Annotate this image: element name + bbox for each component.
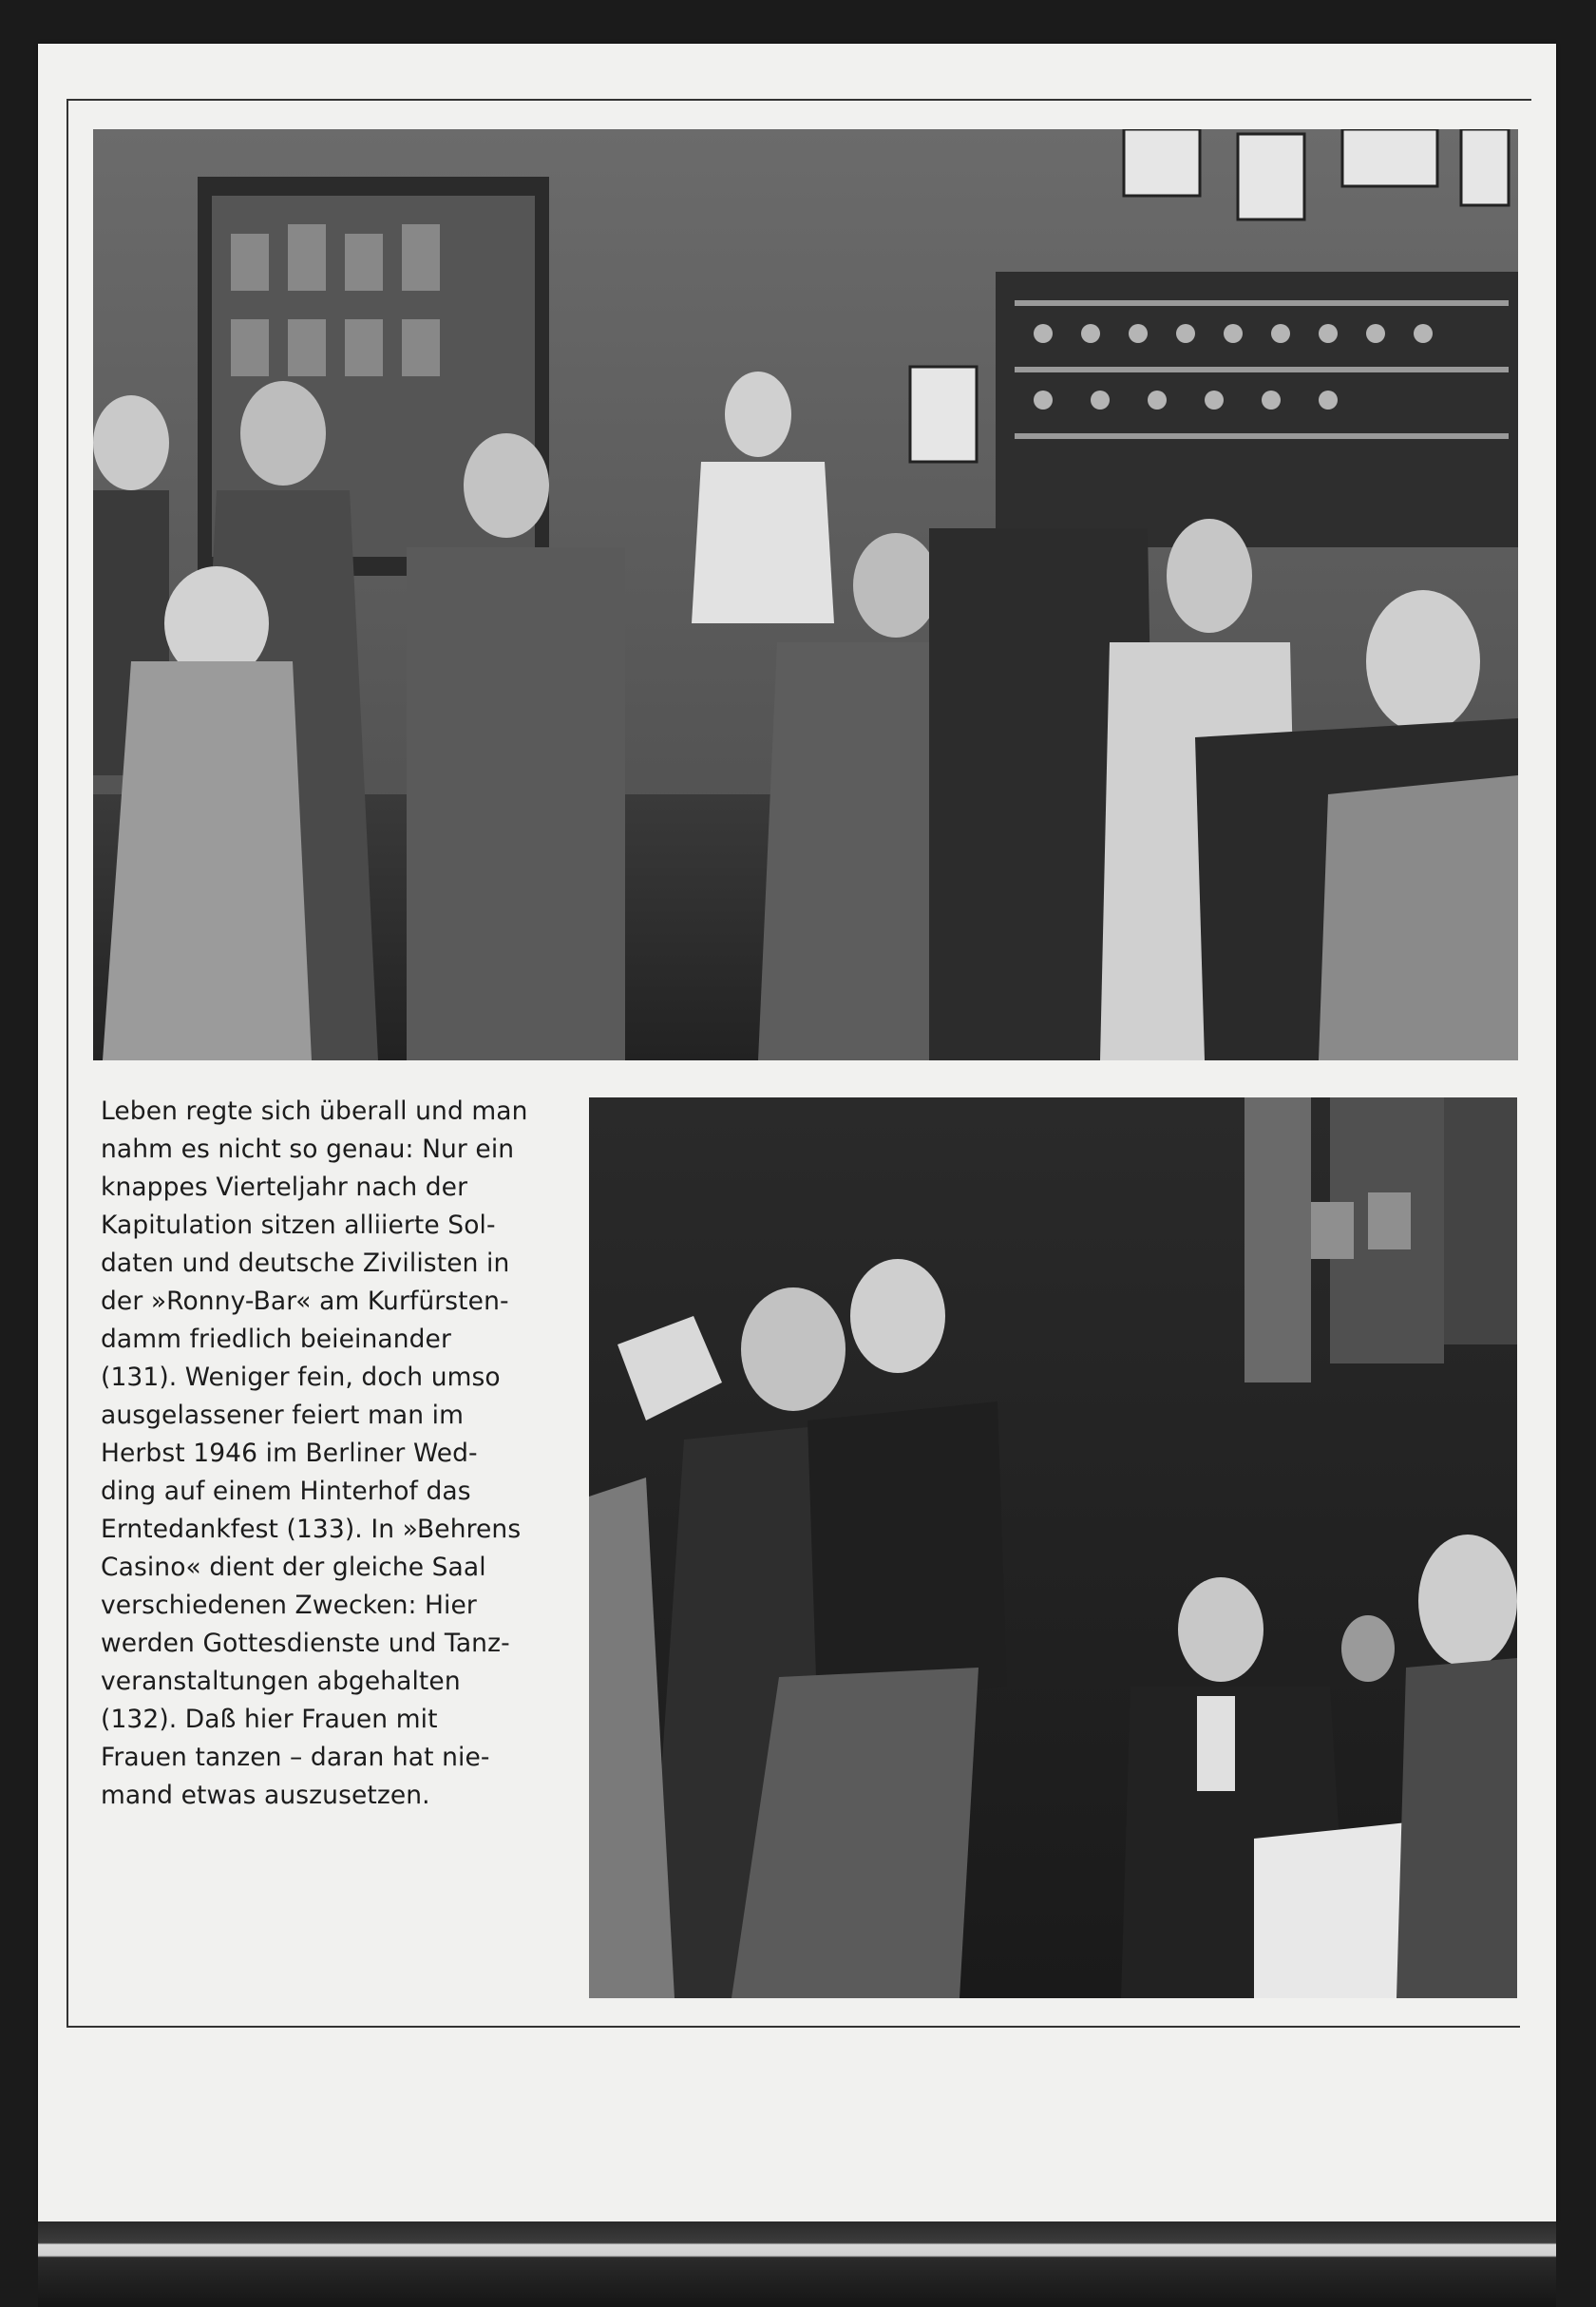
caption-line: knappes Vierteljahr nach der [101, 1173, 468, 1202]
photo-ronny-bar [93, 129, 1518, 1060]
caption-line: ding auf einem Hinterhof das [101, 1477, 471, 1506]
caption-line: nahm es nicht so genau: Nur ein [101, 1134, 515, 1164]
caption-text [101, 1093, 557, 1815]
caption-line: ausgelassener feiert man im [101, 1401, 465, 1430]
caption-line: werden Gottesdienste und Tanz- [101, 1629, 510, 1658]
caption-line: (132). Daß hier Frauen mit [101, 1705, 438, 1734]
caption-line: Kapitulation sitzen alliierte Sol- [101, 1211, 496, 1240]
photo-behrens-casino [589, 1097, 1517, 1998]
caption-line: Frauen tanzen – daran hat nie- [101, 1743, 490, 1772]
caption-line: daten und deutsche Zivilisten in [101, 1249, 510, 1278]
caption-line: Erntedankfest (133). In »Behrens [101, 1515, 522, 1544]
frame-left-rule [66, 99, 68, 2028]
frame-top-rule [66, 99, 1531, 101]
caption-line: verschiedenen Zwecken: Hier [101, 1591, 477, 1620]
frame-bottom-rule [66, 2026, 1520, 2028]
photo-behrens-casino-image [589, 1097, 1517, 1998]
caption-line: Herbst 1946 im Berliner Wed- [101, 1439, 478, 1468]
photo-ronny-bar-image [93, 129, 1518, 1060]
caption-line: Casino« dient der gleiche Saal [101, 1553, 486, 1582]
caption-line: der »Ronny-Bar« am Kurfürsten- [101, 1287, 509, 1316]
caption-line: Leben regte sich überall und man [101, 1096, 528, 1126]
page-edge-band [38, 2221, 1556, 2307]
caption-line: damm friedlich beieinander [101, 1325, 451, 1354]
caption-line: mand etwas auszusetzen. [101, 1781, 430, 1810]
caption-line: veranstaltungen abgehalten [101, 1667, 461, 1696]
caption-line: (131). Weniger fein, doch umso [101, 1363, 501, 1392]
